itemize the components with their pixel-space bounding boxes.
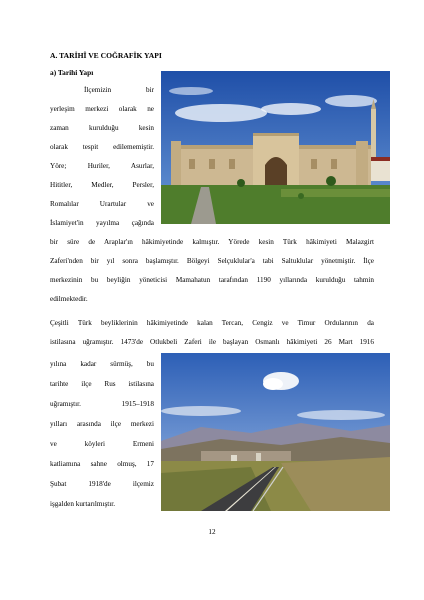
text-line: yılları arasında ilçe merkezi — [50, 420, 154, 428]
text-line: yılına kadar sürmüş, bu — [50, 360, 154, 368]
page-number: 12 — [208, 528, 216, 536]
text-line: ve köyleri Ermeni — [50, 440, 154, 448]
text-line: merkezinin bu beyliğin yöneticisi Mamahatun tarafından 1190 yıllarında kurulduğu tahmin — [50, 276, 374, 284]
text-line: Şubat 1918'de ilçemiz — [50, 480, 154, 488]
text-line: yerleşim merkezi olarak ne — [50, 105, 154, 113]
text-line: katliamına sahne olmuş, 17 — [50, 460, 154, 468]
text-line: Çeşitli Türk beyliklerinin hâkimiyetinde kalan Tercan, Cengiz ve Timur Ordularının da — [50, 319, 374, 327]
subsection-title: a) Tarihi Yapı — [50, 68, 94, 77]
text-line: Romalılar Urartular ve — [50, 200, 154, 208]
section-title: A. TARİHÎ VE COĞRAFİK YAPI — [50, 51, 162, 60]
text-line: işgalden kurtarılmıştır. — [50, 500, 116, 508]
text-line: edilmektedir. — [50, 295, 88, 303]
text-line: bir süre de Araplar'ın hâkimiyetinde kalmıştır. Yörede kesin Türk hâkimiyeti Malazgirt — [50, 238, 374, 246]
text-line: istilasına uğramıştır. 1473'de Otlukbeli Zaferi ile başlayan Osmanlı hâkimiyeti 26 Mart 1916 — [50, 338, 374, 346]
text-line: olarak tespit edilememiştir. — [50, 143, 154, 151]
text-line: Zaferi'nden bir yıl sonra başlamıştır. Bölgeyi Selçuklular'a tabi Saltuklular yönetmiştir. İlçe — [50, 257, 374, 265]
text-line: Yöre; Huriler, Asurlar, — [50, 162, 154, 170]
text-line: uğramıştır. 1915–1918 — [50, 400, 154, 408]
text-line: Hititler, Medler, Persler, — [50, 181, 154, 189]
caravanserai-photo — [161, 71, 390, 224]
text-line: tarihte ilçe Rus istilasına — [50, 380, 154, 388]
text-line: İlçemizin bir — [84, 86, 154, 94]
text-line: İslamiyet'in yayılma çağında — [50, 219, 154, 227]
landscape-road-photo — [161, 353, 390, 511]
text-line: zaman kurulduğu kesin — [50, 124, 154, 132]
